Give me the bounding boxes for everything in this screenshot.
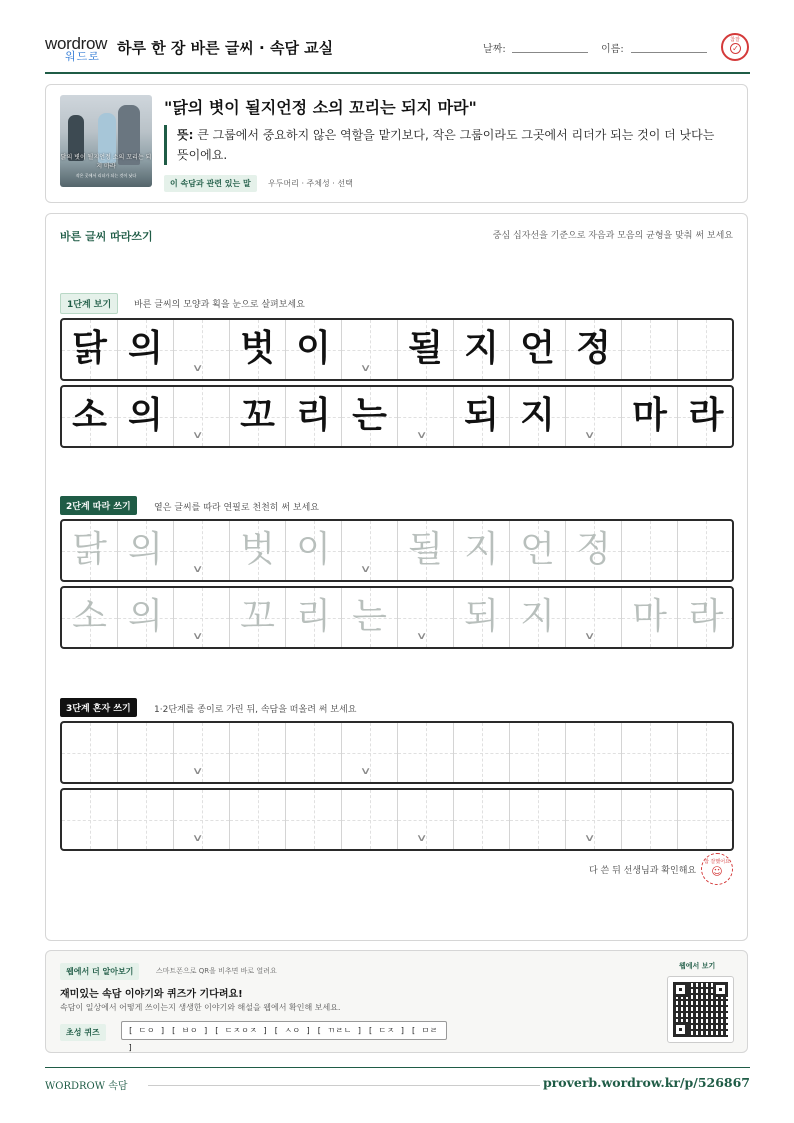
grid-cell[interactable] bbox=[566, 790, 622, 849]
grid-cell bbox=[342, 387, 398, 446]
writing-row[interactable] bbox=[60, 788, 734, 851]
grid-cell[interactable] bbox=[398, 723, 454, 782]
grid-cell bbox=[566, 387, 622, 446]
grid-cell bbox=[230, 387, 286, 446]
grid-cell[interactable] bbox=[342, 521, 398, 580]
grid-cell[interactable] bbox=[286, 723, 342, 782]
grid-cell bbox=[454, 387, 510, 446]
grid-character: 의 bbox=[128, 395, 163, 436]
grid-cell[interactable] bbox=[510, 588, 566, 647]
grid-cell[interactable] bbox=[678, 521, 734, 580]
web-description: 속담이 일상에서 어떻게 쓰이는지 생생한 이야기와 해설을 웹에서 확인해 보세요. bbox=[60, 1003, 341, 1012]
grid-character: 벗 bbox=[240, 328, 275, 369]
grid-character: 될 bbox=[408, 328, 443, 369]
practice-title: 바른 글씨 따라쓰기 bbox=[60, 230, 153, 243]
grid-character: 되 bbox=[464, 596, 499, 637]
grid-cell bbox=[398, 387, 454, 446]
name-label: 이름: bbox=[601, 44, 624, 55]
writing-row bbox=[60, 318, 734, 381]
grid-character: 소 bbox=[72, 596, 107, 637]
grid-cell[interactable] bbox=[398, 521, 454, 580]
grid-cell[interactable] bbox=[118, 790, 174, 849]
grid-cell[interactable] bbox=[678, 588, 734, 647]
grid-cell[interactable] bbox=[230, 521, 286, 580]
grid-cell[interactable] bbox=[174, 521, 230, 580]
grid-cell[interactable] bbox=[454, 790, 510, 849]
related-words: 우두머리 · 주체성 · 선택 bbox=[268, 179, 353, 188]
teacher-stamp bbox=[701, 853, 733, 885]
grid-character: 소 bbox=[72, 395, 107, 436]
grid-character: 닭 bbox=[72, 529, 107, 570]
grid-cell[interactable] bbox=[510, 521, 566, 580]
space-mark-icon: ∨ bbox=[191, 363, 204, 374]
grid-cell bbox=[118, 387, 174, 446]
grid-cell[interactable] bbox=[174, 790, 230, 849]
page-footer bbox=[45, 1067, 750, 1092]
grid-cell bbox=[622, 387, 678, 446]
grid-cell[interactable] bbox=[230, 790, 286, 849]
step1-description: 바른 글씨의 모양과 획을 눈으로 살펴보세요 bbox=[134, 300, 305, 310]
logo-subtext: 워드로 bbox=[65, 50, 100, 63]
step1-label: 1단계 보기 bbox=[60, 293, 118, 314]
approval-stamp bbox=[721, 33, 749, 61]
grid-character: 꼬 bbox=[240, 596, 275, 637]
check-icon: ✓ bbox=[730, 43, 741, 54]
grid-character: 이 bbox=[296, 328, 331, 369]
grid-cell[interactable] bbox=[622, 790, 678, 849]
web-headline: 재미있는 속담 이야기와 퀴즈가 기다려요! bbox=[60, 989, 243, 1000]
grid-cell[interactable] bbox=[398, 790, 454, 849]
qr-code[interactable] bbox=[667, 976, 734, 1043]
page-header bbox=[45, 28, 750, 74]
grid-cell[interactable] bbox=[62, 790, 118, 849]
grid-character: 의 bbox=[128, 529, 163, 570]
grid-cell[interactable] bbox=[62, 521, 118, 580]
grid-cell[interactable] bbox=[510, 723, 566, 782]
grid-cell[interactable] bbox=[454, 521, 510, 580]
proverb-info-card bbox=[45, 84, 748, 203]
date-field[interactable] bbox=[512, 52, 588, 53]
step3-description: 1·2단계를 종이로 가린 뒤, 속담을 떠올려 써 보세요 bbox=[154, 705, 357, 715]
grid-character: 될 bbox=[408, 529, 443, 570]
qr-finder-icon bbox=[673, 982, 688, 997]
date-label: 날짜: bbox=[483, 44, 506, 55]
writing-row[interactable] bbox=[60, 519, 734, 582]
grid-character: 마 bbox=[632, 395, 667, 436]
teacher-note: 다 쓴 뒤 선생님과 확인해요 bbox=[589, 866, 697, 876]
qr-finder-icon bbox=[713, 982, 728, 997]
illustration-subcaption: 작은 곳에서 리더가 되는 것이 낫다 bbox=[75, 173, 137, 178]
grid-character: 리 bbox=[296, 596, 331, 637]
grid-cell[interactable] bbox=[622, 521, 678, 580]
space-mark-icon: ∨ bbox=[583, 430, 596, 441]
space-mark-icon: ∨ bbox=[191, 833, 204, 844]
step2-description: 옅은 글씨를 따라 연필로 천천히 써 보세요 bbox=[154, 503, 319, 513]
grid-character: 정 bbox=[576, 529, 611, 570]
related-words-tag: 이 속담과 관련 있는 말 bbox=[164, 175, 257, 192]
grid-character: 언 bbox=[520, 529, 555, 570]
space-mark-icon: ∨ bbox=[415, 833, 428, 844]
grid-cell[interactable] bbox=[62, 588, 118, 647]
step3-label: 3단계 혼자 쓰기 bbox=[60, 698, 137, 717]
grid-cell[interactable] bbox=[622, 588, 678, 647]
step2-label: 2단계 따라 쓰기 bbox=[60, 496, 137, 515]
grid-cell bbox=[678, 387, 734, 446]
grid-cell[interactable] bbox=[174, 588, 230, 647]
proverb-meaning bbox=[164, 125, 729, 165]
grid-cell bbox=[286, 387, 342, 446]
space-mark-icon: ∨ bbox=[415, 631, 428, 642]
teacher-stamp-label: 참 잘했어요 bbox=[704, 859, 730, 865]
smile-icon: ☺ bbox=[711, 865, 723, 878]
web-more-tag: 웹에서 더 알아보기 bbox=[60, 963, 139, 980]
proverb-illustration bbox=[60, 95, 152, 187]
grid-cell bbox=[62, 320, 118, 379]
grid-cell bbox=[286, 320, 342, 379]
grid-cell bbox=[174, 320, 230, 379]
grid-cell bbox=[342, 320, 398, 379]
grid-cell bbox=[118, 320, 174, 379]
grid-cell[interactable] bbox=[230, 723, 286, 782]
space-mark-icon: ∨ bbox=[191, 430, 204, 441]
illustration-caption: 닭의 볏이 될지언정 소의 꼬리는 되지 마라 bbox=[60, 154, 152, 170]
grid-character: 지 bbox=[464, 328, 499, 369]
footer-url[interactable]: proverb.wordrow.kr/p/526867 bbox=[542, 1075, 750, 1090]
practice-card bbox=[45, 213, 748, 941]
grid-character: 언 bbox=[520, 328, 555, 369]
web-more-hint: 스마트폰으로 QR을 비추면 바로 열려요 bbox=[156, 967, 277, 975]
grid-cell bbox=[454, 320, 510, 379]
space-mark-icon: ∨ bbox=[359, 363, 372, 374]
grid-character: 이 bbox=[296, 529, 331, 570]
meaning-prefix: 뜻: bbox=[177, 128, 194, 142]
space-mark-icon: ∨ bbox=[583, 833, 596, 844]
proverb-title: "닭의 볏이 될지언정 소의 꼬리는 되지 마라" bbox=[164, 98, 477, 117]
space-mark-icon: ∨ bbox=[191, 564, 204, 575]
grid-cell[interactable] bbox=[342, 588, 398, 647]
web-more-card bbox=[45, 950, 748, 1053]
initial-consonant-quiz: [ ㄷㅇ ] [ ㅂㅇ ] [ ㄷㅈㅇㅈ ] [ ㅅㅇ ] [ ㄲㄹㄴ ] [ ㄷㅈ ] [ ㅁㄹ ] bbox=[121, 1021, 447, 1040]
grid-character: 의 bbox=[128, 328, 163, 369]
grid-character: 정 bbox=[576, 328, 611, 369]
grid-cell[interactable] bbox=[342, 790, 398, 849]
grid-character: 지 bbox=[520, 596, 555, 637]
grid-cell[interactable] bbox=[566, 521, 622, 580]
grid-cell[interactable] bbox=[398, 588, 454, 647]
writing-row[interactable] bbox=[60, 721, 734, 784]
grid-character: 리 bbox=[296, 395, 331, 436]
qr-label: 웹에서 보기 bbox=[679, 962, 716, 970]
grid-cell[interactable] bbox=[118, 521, 174, 580]
grid-character: 마 bbox=[632, 596, 667, 637]
grid-cell[interactable] bbox=[678, 723, 734, 782]
grid-cell bbox=[510, 387, 566, 446]
grid-cell[interactable] bbox=[174, 723, 230, 782]
grid-cell bbox=[510, 320, 566, 379]
grid-cell[interactable] bbox=[286, 521, 342, 580]
grid-character: 꼬 bbox=[240, 395, 275, 436]
grid-character: 되 bbox=[464, 395, 499, 436]
space-mark-icon: ∨ bbox=[359, 766, 372, 777]
qr-finder-icon bbox=[673, 1022, 688, 1037]
grid-character: 지 bbox=[464, 529, 499, 570]
grid-cell[interactable] bbox=[230, 588, 286, 647]
grid-character: 지 bbox=[520, 395, 555, 436]
grid-character: 라 bbox=[688, 596, 724, 637]
grid-character: 라 bbox=[688, 395, 724, 436]
qr-code-icon bbox=[673, 982, 728, 1037]
name-field[interactable] bbox=[631, 52, 707, 53]
footer-divider bbox=[148, 1085, 540, 1086]
space-mark-icon: ∨ bbox=[359, 564, 372, 575]
grid-character: 는 bbox=[352, 596, 387, 637]
grid-cell[interactable] bbox=[342, 723, 398, 782]
approval-stamp-label: 참잘 bbox=[730, 37, 740, 43]
grid-character: 의 bbox=[128, 596, 163, 637]
quiz-tag: 초성 퀴즈 bbox=[60, 1024, 106, 1041]
page-title: 하루 한 장 바른 글씨 · 속담 교실 bbox=[117, 39, 334, 57]
logo-text: wordrow bbox=[45, 34, 108, 53]
writing-row bbox=[60, 385, 734, 448]
space-mark-icon: ∨ bbox=[191, 631, 204, 642]
grid-cell bbox=[230, 320, 286, 379]
grid-cell[interactable] bbox=[454, 723, 510, 782]
space-mark-icon: ∨ bbox=[415, 430, 428, 441]
grid-character: 닭 bbox=[72, 328, 107, 369]
grid-cell bbox=[174, 387, 230, 446]
grid-cell[interactable] bbox=[622, 723, 678, 782]
grid-cell[interactable] bbox=[678, 790, 734, 849]
footer-brand: WORDROW 속담 bbox=[45, 1081, 128, 1092]
grid-cell[interactable] bbox=[510, 790, 566, 849]
grid-cell[interactable] bbox=[566, 723, 622, 782]
grid-character: 벗 bbox=[240, 529, 275, 570]
grid-cell[interactable] bbox=[566, 588, 622, 647]
practice-hint: 중심 십자선을 기준으로 자음과 모음의 균형을 맞춰 써 보세요 bbox=[492, 231, 733, 241]
grid-cell[interactable] bbox=[286, 790, 342, 849]
grid-cell[interactable] bbox=[118, 588, 174, 647]
meaning-text: 큰 그룹에서 중요하지 않은 역할을 맡기보다, 작은 그룹이라도 그곳에서 리더가 되는 것이 더 낫다는 뜻이에요. bbox=[177, 128, 715, 162]
space-mark-icon: ∨ bbox=[191, 766, 204, 777]
grid-cell bbox=[398, 320, 454, 379]
grid-character: 는 bbox=[352, 395, 387, 436]
grid-cell[interactable] bbox=[118, 723, 174, 782]
writing-row[interactable] bbox=[60, 586, 734, 649]
grid-cell bbox=[678, 320, 734, 379]
grid-cell[interactable] bbox=[286, 588, 342, 647]
grid-cell[interactable] bbox=[454, 588, 510, 647]
grid-cell bbox=[622, 320, 678, 379]
grid-cell[interactable] bbox=[62, 723, 118, 782]
space-mark-icon: ∨ bbox=[583, 631, 596, 642]
grid-cell bbox=[566, 320, 622, 379]
grid-cell bbox=[62, 387, 118, 446]
